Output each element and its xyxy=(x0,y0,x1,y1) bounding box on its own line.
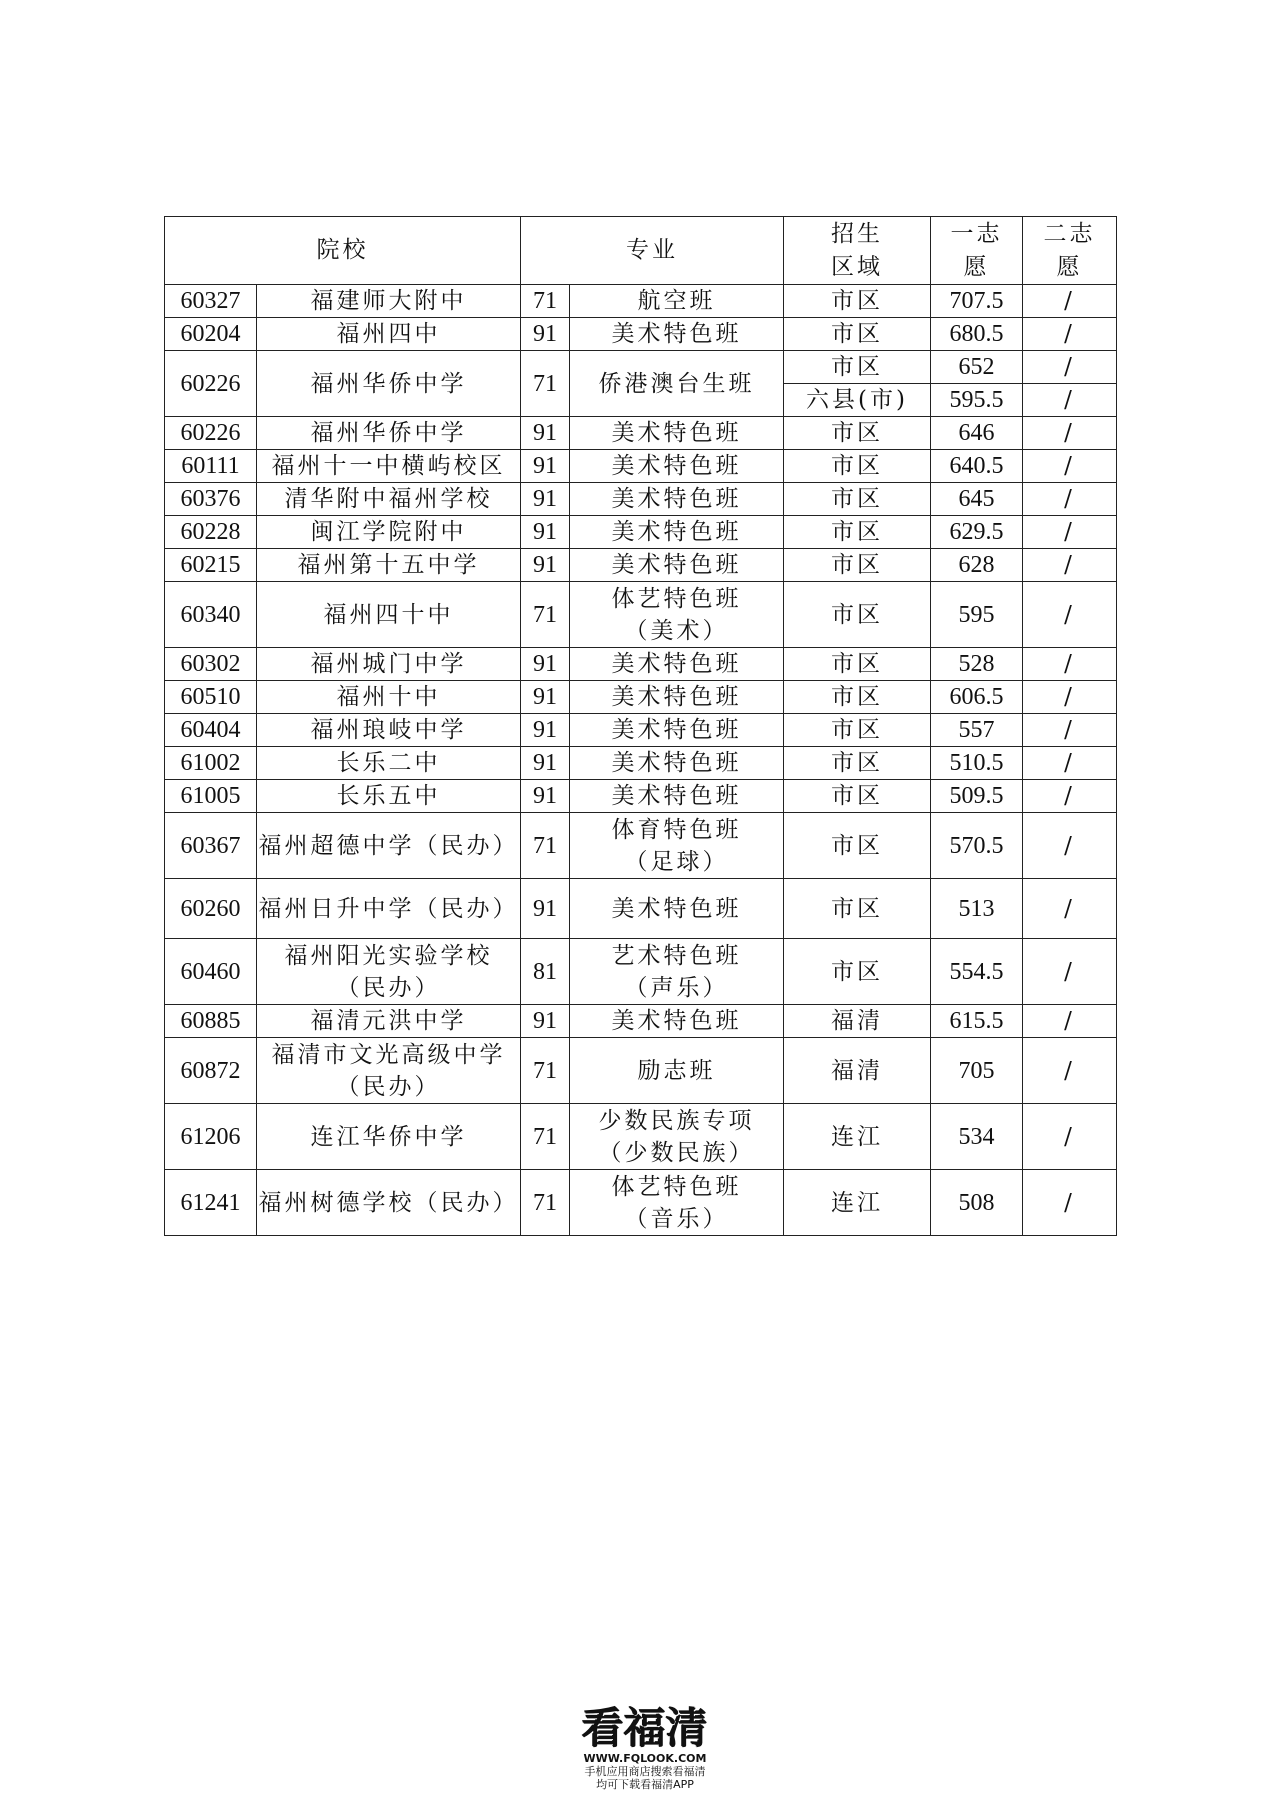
school-name-line: 福州四中 xyxy=(336,321,441,347)
header-school: 院校 xyxy=(165,217,521,285)
second-choice-cell: / xyxy=(1023,549,1117,582)
first-choice-score-cell: 554.5 xyxy=(931,939,1023,1005)
region-cell: 市区 xyxy=(784,681,931,714)
school-name-cell xyxy=(257,1005,521,1038)
school-name-cell xyxy=(257,813,521,879)
first-choice-score-cell: 615.5 xyxy=(931,1005,1023,1038)
table-row xyxy=(165,285,1117,318)
second-choice-cell: / xyxy=(1023,939,1117,1005)
school-code-cell: 60226 xyxy=(165,417,257,450)
school-code-cell: 60510 xyxy=(165,681,257,714)
table-row xyxy=(165,582,1117,648)
first-choice-score-cell: 645 xyxy=(931,483,1023,516)
table-row xyxy=(165,1170,1117,1236)
first-choice-score-cell: 513 xyxy=(931,879,1023,939)
major-name-cell xyxy=(570,681,784,714)
header-region-line1: 招生 xyxy=(831,220,883,247)
school-code-cell: 60226 xyxy=(165,351,257,417)
school-code-cell: 60367 xyxy=(165,813,257,879)
school-code-cell: 60204 xyxy=(165,318,257,351)
watermark-brand: 看福清 xyxy=(581,1704,708,1753)
school-name-line: 福州超德中学（民办） xyxy=(258,832,519,859)
school-name-line: 福州琅岐中学 xyxy=(310,717,467,743)
major-name-line: （音乐） xyxy=(624,1205,729,1232)
school-name-cell xyxy=(257,549,521,582)
major-name-line: 体育特色班 xyxy=(611,816,742,843)
table-row xyxy=(165,939,1117,1005)
major-name-line: （足球） xyxy=(624,848,729,875)
major-code-cell: 71 xyxy=(521,1170,570,1236)
major-code-cell: 91 xyxy=(521,1005,570,1038)
header-major: 专业 xyxy=(521,217,784,285)
region-cell: 福清 xyxy=(784,1038,931,1104)
school-name-line: 福州城门中学 xyxy=(310,651,467,677)
table-row xyxy=(165,648,1117,681)
school-code-cell: 60215 xyxy=(165,549,257,582)
admissions-table xyxy=(164,216,1117,1236)
second-choice-cell: / xyxy=(1023,1005,1117,1038)
second-choice-cell: / xyxy=(1023,450,1117,483)
region-cell: 市区 xyxy=(784,582,931,648)
school-name-cell xyxy=(257,648,521,681)
first-choice-score-cell: 508 xyxy=(931,1170,1023,1236)
region-cell: 市区 xyxy=(784,879,931,939)
school-name-line: 福州十一中横屿校区 xyxy=(271,453,506,479)
watermark-logo xyxy=(570,1706,720,1791)
school-name-line: 福清元洪中学 xyxy=(310,1008,467,1034)
major-name-cell xyxy=(570,582,784,648)
header-first-line1: 一志 xyxy=(950,220,1003,247)
major-code-cell: 91 xyxy=(521,747,570,780)
school-name-line: （民办） xyxy=(336,1073,441,1100)
major-code-cell: 91 xyxy=(521,714,570,747)
header-first-line2: 愿 xyxy=(963,253,990,280)
major-name-line: 美术特色班 xyxy=(611,783,742,809)
major-name-cell xyxy=(570,318,784,351)
school-name-cell xyxy=(257,747,521,780)
school-code-cell: 60111 xyxy=(165,450,257,483)
school-name-line: 连江华侨中学 xyxy=(310,1123,467,1150)
major-name-line: 美术特色班 xyxy=(611,519,742,545)
second-choice-cell: / xyxy=(1023,747,1117,780)
major-code-cell: 91 xyxy=(521,879,570,939)
second-choice-cell: / xyxy=(1023,516,1117,549)
major-name-cell xyxy=(570,1038,784,1104)
major-name-line: 体艺特色班 xyxy=(611,1173,742,1200)
school-name-line: 福州日升中学（民办） xyxy=(258,895,519,922)
school-name-cell xyxy=(257,1170,521,1236)
table-row xyxy=(165,549,1117,582)
table-row xyxy=(165,318,1117,351)
second-choice-cell: / xyxy=(1023,582,1117,648)
first-choice-score-cell: 652 xyxy=(931,351,1023,384)
major-name-cell xyxy=(570,780,784,813)
school-code-cell: 61005 xyxy=(165,780,257,813)
major-name-cell xyxy=(570,450,784,483)
school-name-cell xyxy=(257,939,521,1005)
second-choice-cell: / xyxy=(1023,285,1117,318)
region-cell: 市区 xyxy=(784,714,931,747)
major-name-cell xyxy=(570,714,784,747)
first-choice-score-cell: 606.5 xyxy=(931,681,1023,714)
major-code-cell: 71 xyxy=(521,1038,570,1104)
region-cell: 市区 xyxy=(784,813,931,879)
second-choice-cell: / xyxy=(1023,1104,1117,1170)
major-name-line: 美术特色班 xyxy=(611,651,742,677)
table-row xyxy=(165,450,1117,483)
first-choice-score-cell: 534 xyxy=(931,1104,1023,1170)
school-name-line: 闽江学院附中 xyxy=(310,519,467,545)
major-name-line: 美术特色班 xyxy=(611,420,742,446)
first-choice-score-cell: 646 xyxy=(931,417,1023,450)
school-name-cell xyxy=(257,318,521,351)
major-name-line: 美术特色班 xyxy=(611,750,742,776)
school-name-cell xyxy=(257,681,521,714)
first-choice-score-cell: 629.5 xyxy=(931,516,1023,549)
major-name-cell xyxy=(570,1170,784,1236)
region-cell: 市区 xyxy=(784,780,931,813)
major-code-cell: 71 xyxy=(521,351,570,417)
major-name-cell xyxy=(570,1104,784,1170)
table-row xyxy=(165,1104,1117,1170)
major-name-line: 励志班 xyxy=(637,1057,716,1084)
region-cell: 连江 xyxy=(784,1104,931,1170)
major-code-cell: 71 xyxy=(521,582,570,648)
major-name-cell xyxy=(570,879,784,939)
school-code-cell: 61002 xyxy=(165,747,257,780)
school-code-cell: 60340 xyxy=(165,582,257,648)
major-code-cell: 91 xyxy=(521,681,570,714)
table-row xyxy=(165,1038,1117,1104)
second-choice-cell: / xyxy=(1023,813,1117,879)
major-name-cell xyxy=(570,939,784,1005)
school-name-line: 福清市文光高级中学 xyxy=(271,1041,506,1068)
header-second-line1: 二志 xyxy=(1043,220,1096,247)
school-name-cell xyxy=(257,516,521,549)
first-choice-score-cell: 707.5 xyxy=(931,285,1023,318)
watermark-line2: 均可下载看福清APP xyxy=(596,1778,694,1791)
region-cell: 福清 xyxy=(784,1005,931,1038)
header-second-choice xyxy=(1023,217,1117,285)
major-name-cell xyxy=(570,549,784,582)
major-code-cell: 81 xyxy=(521,939,570,1005)
second-choice-cell: / xyxy=(1023,351,1117,384)
table-body xyxy=(165,285,1117,1236)
first-choice-score-cell: 510.5 xyxy=(931,747,1023,780)
school-name-cell xyxy=(257,780,521,813)
major-name-line: 侨港澳台生班 xyxy=(598,370,755,397)
table-row xyxy=(165,879,1117,939)
major-name-line: 美术特色班 xyxy=(611,453,742,479)
school-code-cell: 61241 xyxy=(165,1170,257,1236)
second-choice-cell: / xyxy=(1023,1038,1117,1104)
region-cell: 市区 xyxy=(784,285,931,318)
major-name-cell xyxy=(570,483,784,516)
school-name-cell xyxy=(257,483,521,516)
school-name-line: 福建师大附中 xyxy=(310,288,467,314)
region-cell: 市区 xyxy=(784,351,931,384)
major-name-cell xyxy=(570,516,784,549)
school-code-cell: 60404 xyxy=(165,714,257,747)
major-name-cell xyxy=(570,648,784,681)
watermark-line1: 手机应用商店搜索看福清 xyxy=(584,1765,706,1778)
school-name-line: 福州华侨中学 xyxy=(310,420,467,446)
table-header-row xyxy=(165,217,1117,285)
school-code-cell: 60327 xyxy=(165,285,257,318)
first-choice-score-cell: 595.5 xyxy=(931,384,1023,417)
major-name-line: （美术） xyxy=(624,617,729,644)
first-choice-score-cell: 680.5 xyxy=(931,318,1023,351)
major-name-line: 艺术特色班 xyxy=(611,942,742,969)
school-name-line: 长乐二中 xyxy=(336,750,441,776)
table-row xyxy=(165,747,1117,780)
first-choice-score-cell: 557 xyxy=(931,714,1023,747)
school-code-cell: 60302 xyxy=(165,648,257,681)
region-cell: 六县(市) xyxy=(784,384,931,417)
major-code-cell: 91 xyxy=(521,483,570,516)
second-choice-cell: / xyxy=(1023,780,1117,813)
school-name-line: 清华附中福州学校 xyxy=(284,486,493,512)
header-second-line2: 愿 xyxy=(1056,253,1083,280)
first-choice-score-cell: 628 xyxy=(931,549,1023,582)
major-code-cell: 71 xyxy=(521,1104,570,1170)
table-row xyxy=(165,780,1117,813)
table-row xyxy=(165,516,1117,549)
major-code-cell: 91 xyxy=(521,549,570,582)
major-name-line: 美术特色班 xyxy=(611,1008,742,1034)
school-name-cell xyxy=(257,879,521,939)
school-name-cell xyxy=(257,1104,521,1170)
major-code-cell: 91 xyxy=(521,450,570,483)
region-cell: 连江 xyxy=(784,1170,931,1236)
major-name-cell xyxy=(570,417,784,450)
major-name-line: 体艺特色班 xyxy=(611,585,742,612)
school-name-line: 福州阳光实验学校 xyxy=(284,942,493,969)
major-name-cell xyxy=(570,813,784,879)
table-row xyxy=(165,714,1117,747)
second-choice-cell: / xyxy=(1023,384,1117,417)
major-name-line: 美术特色班 xyxy=(611,717,742,743)
school-code-cell: 60872 xyxy=(165,1038,257,1104)
school-name-cell xyxy=(257,1038,521,1104)
major-name-cell xyxy=(570,747,784,780)
school-name-line: 福州树德学校（民办） xyxy=(258,1189,519,1216)
header-region-line2: 区域 xyxy=(831,253,883,280)
school-name-line: 福州十中 xyxy=(336,684,441,710)
major-name-cell xyxy=(570,1005,784,1038)
first-choice-score-cell: 528 xyxy=(931,648,1023,681)
school-name-cell xyxy=(257,285,521,318)
table-row xyxy=(165,417,1117,450)
major-name-line: 美术特色班 xyxy=(611,321,742,347)
school-name-line: 福州华侨中学 xyxy=(310,370,467,397)
region-cell: 市区 xyxy=(784,450,931,483)
major-name-line: 美术特色班 xyxy=(611,684,742,710)
major-name-cell xyxy=(570,285,784,318)
table-row xyxy=(165,351,1117,384)
major-code-cell: 91 xyxy=(521,516,570,549)
second-choice-cell: / xyxy=(1023,714,1117,747)
school-name-line: 长乐五中 xyxy=(336,783,441,809)
major-code-cell: 91 xyxy=(521,417,570,450)
region-cell: 市区 xyxy=(784,417,931,450)
first-choice-score-cell: 595 xyxy=(931,582,1023,648)
region-cell: 市区 xyxy=(784,939,931,1005)
major-code-cell: 91 xyxy=(521,318,570,351)
table-row xyxy=(165,681,1117,714)
major-code-cell: 71 xyxy=(521,285,570,318)
region-cell: 市区 xyxy=(784,747,931,780)
table-row xyxy=(165,483,1117,516)
school-code-cell: 60460 xyxy=(165,939,257,1005)
major-name-line: 少数民族专项 xyxy=(598,1107,755,1134)
second-choice-cell: / xyxy=(1023,681,1117,714)
second-choice-cell: / xyxy=(1023,483,1117,516)
major-code-cell: 91 xyxy=(521,648,570,681)
second-choice-cell: / xyxy=(1023,417,1117,450)
second-choice-cell: / xyxy=(1023,648,1117,681)
watermark-url: WWW.FQLOOK.COM xyxy=(583,1752,707,1765)
second-choice-cell: / xyxy=(1023,879,1117,939)
second-choice-cell: / xyxy=(1023,1170,1117,1236)
school-code-cell: 60885 xyxy=(165,1005,257,1038)
region-cell: 市区 xyxy=(784,648,931,681)
school-name-cell xyxy=(257,714,521,747)
major-name-line: （声乐） xyxy=(624,974,729,1001)
school-code-cell: 60260 xyxy=(165,879,257,939)
school-name-line: 福州第十五中学 xyxy=(297,552,480,578)
first-choice-score-cell: 705 xyxy=(931,1038,1023,1104)
header-first-choice xyxy=(931,217,1023,285)
header-region xyxy=(784,217,931,285)
school-name-line: （民办） xyxy=(336,974,441,1001)
table-row xyxy=(165,813,1117,879)
school-name-line: 福州四十中 xyxy=(323,601,454,628)
region-cell: 市区 xyxy=(784,549,931,582)
school-code-cell: 60376 xyxy=(165,483,257,516)
major-name-line: 美术特色班 xyxy=(611,552,742,578)
school-name-cell xyxy=(257,417,521,450)
major-name-line: 航空班 xyxy=(637,288,716,314)
school-code-cell: 60228 xyxy=(165,516,257,549)
first-choice-score-cell: 570.5 xyxy=(931,813,1023,879)
major-name-line: 美术特色班 xyxy=(611,486,742,512)
region-cell: 市区 xyxy=(784,483,931,516)
first-choice-score-cell: 640.5 xyxy=(931,450,1023,483)
school-code-cell: 61206 xyxy=(165,1104,257,1170)
region-cell: 市区 xyxy=(784,318,931,351)
school-name-cell xyxy=(257,450,521,483)
major-name-line: （少数民族） xyxy=(598,1139,755,1166)
major-name-cell xyxy=(570,351,784,417)
school-name-cell xyxy=(257,582,521,648)
major-code-cell: 71 xyxy=(521,813,570,879)
second-choice-cell: / xyxy=(1023,318,1117,351)
table-row xyxy=(165,1005,1117,1038)
major-name-line: 美术特色班 xyxy=(611,895,742,922)
region-cell: 市区 xyxy=(784,516,931,549)
major-code-cell: 91 xyxy=(521,780,570,813)
first-choice-score-cell: 509.5 xyxy=(931,780,1023,813)
school-name-cell xyxy=(257,351,521,417)
